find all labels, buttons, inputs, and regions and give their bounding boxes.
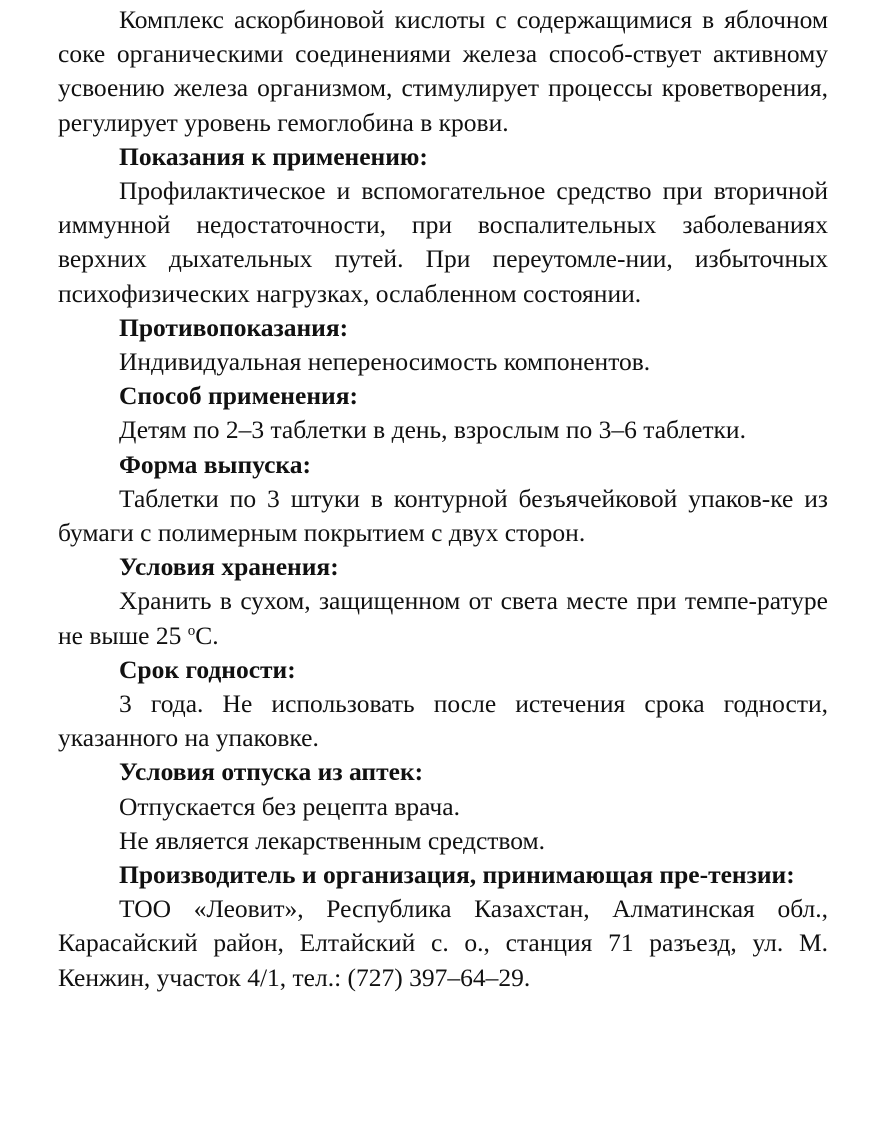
indications-line: заболеваниях верхних дыхательных путей. При переутомле-	[58, 210, 828, 274]
contraindications-text: Индивидуальная непереносимость компонентов.	[119, 347, 651, 377]
usage-text: Детям по 2–3 таблетки в день, взрослым по 3–6 таблетки.	[119, 415, 746, 445]
storage-line: ратуре не выше 25	[58, 586, 828, 650]
intro-line: процессы кроветворения, регулирует уровень гемоглобина в	[58, 73, 829, 137]
intro-line: яблочном соке органическими соединениями железа способ-	[58, 5, 828, 69]
manufacturer-heading	[58, 858, 828, 892]
indications-line: состоянии.	[522, 278, 642, 308]
shelf-life-line: указанного на упаковке.	[58, 723, 319, 753]
indications-heading: Показания к применению:	[119, 141, 428, 171]
shelf-life-heading: Срок годности:	[119, 654, 296, 684]
manufacturer-heading-line: тензии:	[708, 860, 795, 890]
contraindications-heading: Противопоказания:	[119, 312, 349, 342]
storage-line: Хранить в сухом, защищенном от света месте при темпе-	[119, 586, 757, 616]
indications-line: Профилактическое и вспомогательное средство при	[119, 176, 703, 206]
dispensing-line: Не является лекарственным средством.	[119, 825, 546, 855]
dispensing-heading: Условия отпуска из аптек:	[119, 757, 424, 787]
release-form-line: ке из бумаги с полимерным покрытием с двух сторон.	[58, 483, 829, 548]
shelf-life-line: 3 года. Не использовать после истечения срока годности,	[119, 689, 828, 719]
storage-line-end: С.	[195, 620, 219, 650]
intro-line: Комплекс аскорбиновой кислоты с содержащимися в	[119, 5, 715, 34]
release-form-paragraph	[58, 482, 828, 550]
shelf-life-paragraph	[58, 687, 828, 755]
address-line: ТОО «Леовит», Республика Казахстан, Алматинская	[119, 894, 755, 924]
dispensing-line: Отпускается без рецепта врача.	[119, 791, 460, 821]
degree-sign: о	[187, 622, 196, 639]
indications-line: вторичной иммунной недостаточности, при воспалительных	[58, 176, 828, 240]
address-line: ул. М. Кенжин, участок 4/1, тел.: (727) 397–64–29.	[58, 928, 829, 992]
manufacturer-heading-line: Производитель и организация, принимающая пре-	[119, 860, 709, 890]
indications-line: нии, избыточных психофизических нагрузках, ослабленном	[58, 244, 828, 308]
intro-paragraph	[58, 3, 828, 140]
indications-paragraph	[58, 174, 828, 311]
intro-line: крови.	[438, 107, 509, 137]
storage-paragraph	[58, 584, 828, 652]
address-line: обл., Карасайский район, Елтайский с. о., станция 71 разъезд,	[58, 894, 829, 958]
manufacturer-address	[58, 892, 828, 995]
release-form-line: Таблетки по 3 штуки в контурной безъячейковой упаков-	[119, 483, 771, 513]
storage-heading: Условия хранения:	[119, 552, 339, 582]
usage-heading: Способ применения:	[119, 381, 358, 411]
release-form-heading: Форма выпуска:	[119, 449, 311, 479]
intro-line: ствует активному усвоению железа организмом, стимулирует	[58, 39, 828, 103]
